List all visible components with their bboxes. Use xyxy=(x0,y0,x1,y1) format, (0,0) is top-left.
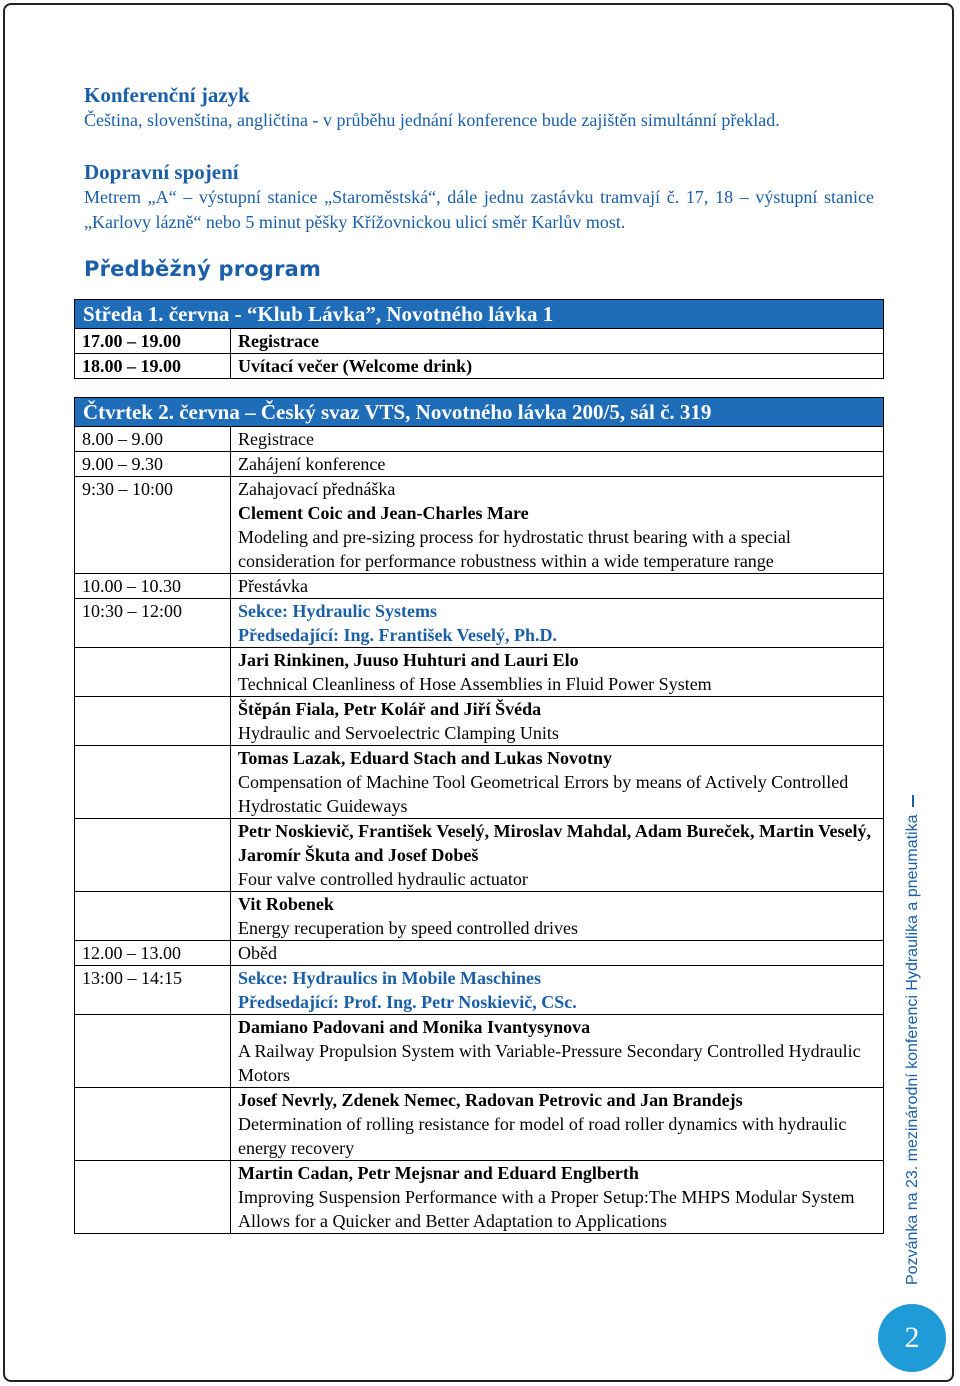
row-time: 10.00 – 10.30 xyxy=(75,574,231,599)
row-cell xyxy=(231,599,884,648)
paper-title: Determination of rolling resistance for model of road roller dynamics with hydraulic energy recovery xyxy=(238,1114,847,1158)
table-row xyxy=(75,746,884,819)
row-cell xyxy=(231,746,884,819)
table-row xyxy=(75,599,884,648)
row-time: 10:30 – 12:00 xyxy=(75,599,231,648)
row-text: Oběd xyxy=(231,941,884,966)
row-time: 9.00 – 9.30 xyxy=(75,452,231,477)
row-cell xyxy=(231,966,884,1015)
row-time: 9:30 – 10:00 xyxy=(75,477,231,574)
paper-title: Hydraulic and Servoelectric Clamping Units xyxy=(238,723,559,743)
paper-authors: Štěpán Fiala, Petr Kolář and Jiří Švéda xyxy=(238,699,542,719)
row-cell xyxy=(231,1161,884,1234)
table-row xyxy=(75,941,884,966)
row-cell xyxy=(231,1015,884,1088)
row-text: Registrace xyxy=(231,427,884,452)
language-text: Čeština, slovenština, angličtina - v průběhu jednání konference bude zajištěn simultánní překlad. xyxy=(84,110,780,130)
table-row xyxy=(75,354,884,379)
paper-title: Modeling and pre-sizing process for hydrostatic thrust bearing with a special consideration for performance robustness within a wide temperature range xyxy=(238,527,791,571)
transport-text: Metrem „A“ – výstupní stanice „Staroměstská“, dále jednu zastávku tramvají č. 17, 18 – výstupní stanice „Karlovy lázně“ nebo 5 minut pěšky Křížovnickou ulicí směr Karlův most. xyxy=(84,187,874,232)
row-time: 17.00 – 19.00 xyxy=(75,329,231,354)
table-row xyxy=(75,648,884,697)
row-time: 13:00 – 14:15 xyxy=(75,966,231,1015)
paper-title: Technical Cleanliness of Hose Assemblies in Fluid Power System xyxy=(238,674,712,694)
paper-authors: Clement Coic and Jean-Charles Mare xyxy=(238,503,529,523)
row-cell xyxy=(231,1088,884,1161)
row-cell xyxy=(231,819,884,892)
paper-authors: Petr Noskievič, František Veselý, Miroslav Mahdal, Adam Bureček, Martin Veselý, Jaromír Škuta and Josef Dobeš xyxy=(238,821,871,865)
paper-authors: Damiano Padovani and Monika Ivantysynova xyxy=(238,1017,591,1037)
program-title: Předběžný program xyxy=(84,257,322,281)
row-cell xyxy=(231,648,884,697)
day1-table xyxy=(74,299,884,379)
row-cell xyxy=(231,697,884,746)
row-time xyxy=(75,819,231,892)
table-row xyxy=(75,574,884,599)
paper-authors: Josef Nevrly, Zdenek Nemec, Radovan Petrovic and Jan Brandejs xyxy=(238,1090,743,1110)
section-name: Sekce: Hydraulic Systems xyxy=(238,601,437,621)
table-row xyxy=(75,329,884,354)
content xyxy=(84,82,874,1234)
paper-title: Four valve controlled hydraulic actuator xyxy=(238,869,528,889)
row-cell xyxy=(231,477,884,574)
paper-authors: Vit Robenek xyxy=(238,894,334,914)
row-time xyxy=(75,1088,231,1161)
table-row xyxy=(75,966,884,1015)
row-time xyxy=(75,1015,231,1088)
table-row xyxy=(75,452,884,477)
paper-authors: Martin Cadan, Petr Mejsnar and Eduard Englberth xyxy=(238,1163,639,1183)
row-cell xyxy=(231,892,884,941)
table-row xyxy=(75,1088,884,1161)
row-text: Registrace xyxy=(231,329,884,354)
paper-title: A Railway Propulsion System with Variable-Pressure Secondary Controlled Hydraulic Motors xyxy=(238,1041,861,1085)
day2-table xyxy=(74,397,884,1234)
page-number-badge: 2 xyxy=(878,1304,946,1372)
row-text: Zahajovací přednáška xyxy=(238,479,396,499)
row-text: Přestávka xyxy=(231,574,884,599)
row-time xyxy=(75,1161,231,1234)
row-time xyxy=(75,697,231,746)
table-row xyxy=(75,697,884,746)
table-row xyxy=(75,819,884,892)
section-chair: Předsedající: Ing. František Veselý, Ph.D. xyxy=(238,625,557,645)
language-title: Konferenční jazyk xyxy=(84,83,250,107)
paper-title: Improving Suspension Performance with a Proper Setup:The MHPS Modular System Allows for a Quicker and Better Adaptation to Applications xyxy=(238,1187,855,1231)
table-row xyxy=(75,427,884,452)
transport-title: Dopravní spojení xyxy=(84,160,239,184)
day1-header: Středa 1. června - “Klub Lávka”, Novotného lávka 1 xyxy=(75,300,884,329)
paper-authors: Tomas Lazak, Eduard Stach and Lukas Novotny xyxy=(238,748,612,768)
row-time: 8.00 – 9.00 xyxy=(75,427,231,452)
row-time xyxy=(75,746,231,819)
table-row xyxy=(75,1161,884,1234)
row-text: Zahájení konference xyxy=(231,452,884,477)
side-caption: Pozvánka na 23. mezinárodní konferenci Hydraulika a pneumatika xyxy=(904,814,921,1285)
row-text: Uvítací večer (Welcome drink) xyxy=(231,354,884,379)
paper-title: Compensation of Machine Tool Geometrical Errors by means of Actively Controlled Hydrostatic Guideways xyxy=(238,772,849,816)
row-time xyxy=(75,892,231,941)
paper-title: Energy recuperation by speed controlled drives xyxy=(238,918,579,938)
section-chair: Předsedající: Prof. Ing. Petr Noskievič, CSc. xyxy=(238,992,577,1012)
row-time xyxy=(75,648,231,697)
table-row xyxy=(75,1015,884,1088)
day2-header: Čtvrtek 2. června – Český svaz VTS, Novotného lávka 200/5, sál č. 319 xyxy=(75,398,884,427)
row-time: 12.00 – 13.00 xyxy=(75,941,231,966)
table-row xyxy=(75,892,884,941)
row-time: 18.00 – 19.00 xyxy=(75,354,231,379)
section-name: Sekce: Hydraulics in Mobile Maschines xyxy=(238,968,541,988)
paper-authors: Jari Rinkinen, Juuso Huhturi and Lauri Elo xyxy=(238,650,579,670)
table-row xyxy=(75,477,884,574)
